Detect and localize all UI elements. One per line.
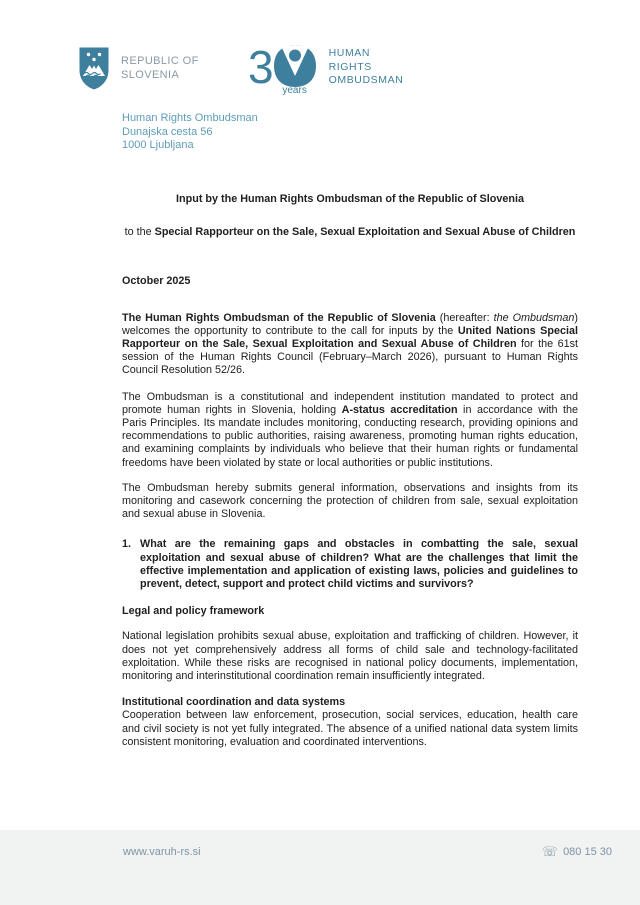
ombudsman-line3: OMBUDSMAN bbox=[328, 74, 404, 86]
ombudsman-30-years-logo bbox=[248, 41, 404, 96]
address-line-city: 1000 Ljubljana bbox=[122, 139, 194, 151]
phone-contact bbox=[542, 845, 612, 858]
letterhead bbox=[78, 41, 600, 104]
anniversary-years-label: years bbox=[282, 85, 307, 96]
heading-institutional-coordination: Institutional coordination and data systems bbox=[122, 696, 346, 709]
document-title: Input by the Human Rights Ombudsman of the Republic of Slovenia bbox=[176, 193, 524, 205]
paragraph-intro: The Human Rights Ombudsman of the Republic of Slovenia (hereafter: the Ombudsman) welcomes the opportunity to contribute to the call for inputs by the United Nations Special Rapporteur on the Sale, Sexual Exploitation and Sexual Abuse of Children for the 61st session of the Human Rights Council (February–March 2026), pursuant to Human Rights Council Resolution 52/26. bbox=[122, 311, 579, 377]
question-1-number: 1. bbox=[122, 538, 132, 551]
heading-legal-framework: Legal and policy framework bbox=[122, 605, 265, 618]
document-body bbox=[122, 193, 578, 749]
document-subtitle bbox=[122, 226, 578, 239]
phone-number: 080 15 30 bbox=[563, 845, 612, 858]
page-footer bbox=[0, 830, 640, 905]
republic-of-slovenia-label bbox=[121, 54, 199, 82]
person-figure-zero-icon bbox=[273, 44, 317, 88]
address-line-street: Dunajska cesta 56 bbox=[122, 125, 213, 138]
republic-line1: REPUBLIC OF bbox=[121, 55, 199, 67]
human-rights-ombudsman-label bbox=[329, 47, 404, 88]
ombudsman-line1: HUMAN bbox=[328, 47, 371, 59]
document-date: October 2025 bbox=[122, 275, 191, 288]
question-1-heading bbox=[122, 538, 578, 591]
anniversary-mark bbox=[248, 41, 317, 96]
question-1-text: What are the remaining gaps and obstacles in combatting the sale, sexual exploitation and sexual abuse of children? What are the challenges that limit the effective implementation and application of existing laws, policies and guidelines to prevent, detect, support and protect child victims and survivors? bbox=[140, 538, 578, 591]
address-line-name: Human Rights Ombudsman bbox=[122, 112, 258, 124]
anniversary-number: 3 bbox=[248, 41, 272, 93]
paragraph-mandate: The Ombudsman is a constitutional and independent institution mandated to protect and promote human rights in Slovenia, holding A-status accreditation in accordance with the Paris Principles. Its mandate includes monitoring, conducting research, providing opinions and recommendations to public authorities, raising awareness, promoting human rights education, and examining complaints by individuals who believe that their human rights or fundamental freedoms have been violated by state or local authorities or public institutions. bbox=[122, 390, 578, 469]
subtitle-prefix: to the bbox=[124, 226, 155, 239]
slovenia-coat-of-arms-icon bbox=[78, 46, 110, 91]
paragraph-institutional-coordination: Cooperation between law enforcement, prosecution, social services, education, health care and civil society is not yet fully integrated. The absence of a unified national data system limits consistent monitoring, evaluation and coordinated interventions. bbox=[122, 709, 578, 748]
republic-line2: SLOVENIA bbox=[121, 69, 180, 81]
ombudsman-line2: RIGHTS bbox=[328, 60, 372, 73]
paragraph-legal-framework: National legislation prohibits sexual abuse, exploitation and trafficking of children. However, it does not yet comprehensively address all forms of child sale and technology-facilitated exploitation. While these risks are recognised in national policy documents, implementation, monitoring and interinstitutional coordination remain insufficiently integrated. bbox=[122, 630, 578, 683]
paragraph-submission: The Ombudsman hereby submits general information, observations and insights from its monitoring and casework concerning the protection of children from sale, sexual exploitation and sexual abuse in Slovenia. bbox=[122, 481, 578, 521]
website-link[interactable]: www.varuh-rs.si bbox=[123, 846, 201, 858]
subtitle-bold: Special Rapporteur on the Sale, Sexual Exploitation and Sexual Abuse of Children bbox=[154, 226, 576, 239]
telephone-icon: ☏ bbox=[541, 844, 559, 859]
republic-of-slovenia-logo bbox=[78, 46, 199, 91]
sender-address bbox=[122, 112, 258, 153]
